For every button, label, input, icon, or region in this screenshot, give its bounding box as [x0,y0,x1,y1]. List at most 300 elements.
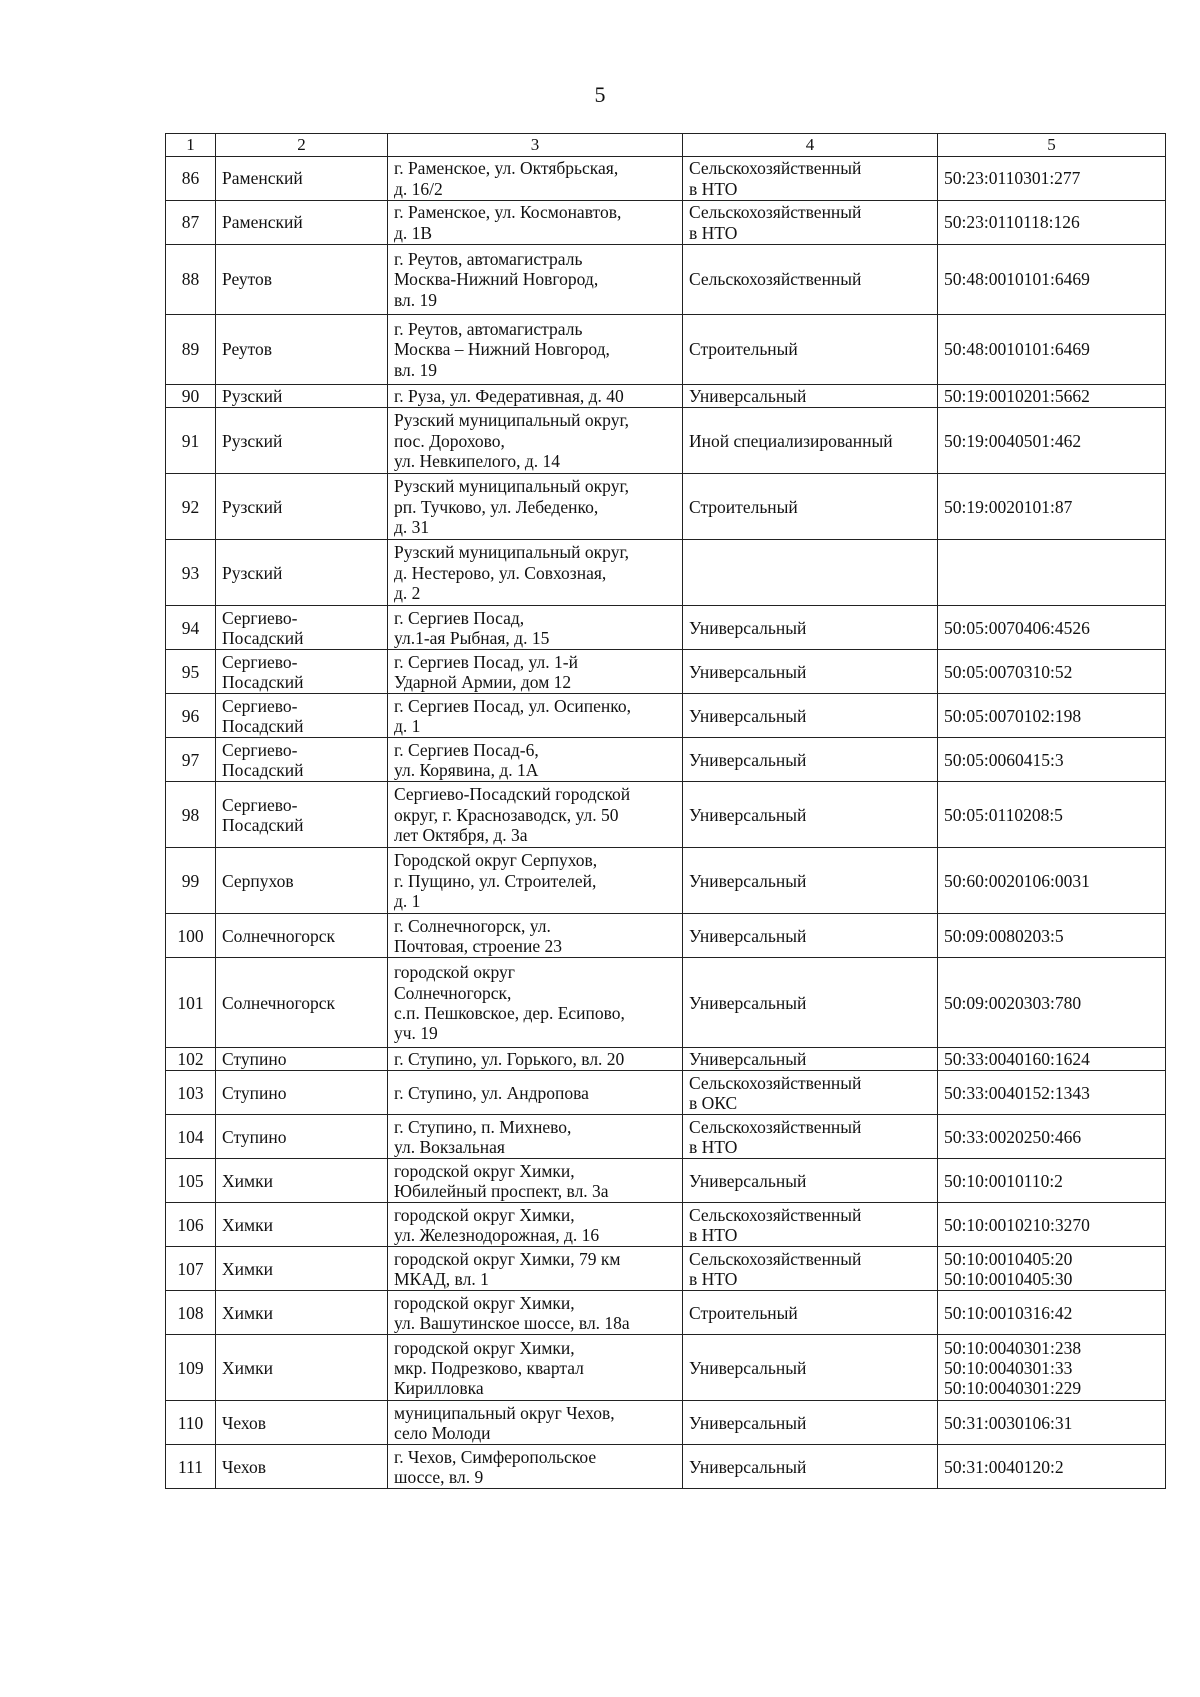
address-cell-line: Рузский муниципальный округ, [394,410,630,431]
address-cell-line: г. Раменское, ул. Октябрьская, [394,158,619,179]
cadastral-number-cell-line: 50:05:0060415:3 [944,749,1064,770]
market-type-cell [683,1071,938,1115]
market-type-cell-line: Универсальный [689,705,807,726]
row-number: 87 [166,201,216,245]
row-number: 107 [166,1247,216,1291]
cadastral-number-cell-line: 50:10:0010110:2 [944,1170,1063,1191]
table-row [166,606,1166,650]
district-cell [216,1335,388,1401]
address-cell-line: Солнечногорск, [394,982,512,1003]
district-cell-line: Сергиево- [222,651,298,672]
cadastral-number-cell [938,606,1166,650]
market-type-cell [683,474,938,540]
table-row [166,1291,1166,1335]
address-cell-line: уч. 19 [394,1022,438,1043]
market-type-cell [683,782,938,848]
table-row [166,1115,1166,1159]
address-cell-line: г. Пущино, ул. Строителей, [394,870,597,891]
cadastral-number-cell-line: 50:48:0010101:6469 [944,269,1090,290]
market-type-cell-line: Универсальный [689,749,807,770]
address-cell [388,245,683,315]
district-cell [216,1048,388,1071]
cadastral-number-cell [938,1291,1166,1335]
row-number: 88 [166,245,216,315]
market-type-cell-line: Универсальный [689,1049,807,1070]
row-number: 98 [166,782,216,848]
row-number: 104 [166,1115,216,1159]
cadastral-number-cell [938,201,1166,245]
address-cell [388,474,683,540]
cadastral-number-cell [938,1203,1166,1247]
address-cell-line: рп. Тучково, ул. Лебеденко, [394,496,599,517]
address-cell-line: г. Чехов, Симферопольское [394,1446,597,1467]
address-cell [388,694,683,738]
cadastral-number-cell-line: 50:10:0010316:42 [944,1302,1073,1323]
district-cell-line: Химки [222,1357,273,1378]
address-cell-line: Кирилловка [394,1377,484,1398]
market-type-cell-line: Строительный [689,1302,798,1323]
cadastral-number-cell [938,694,1166,738]
row-number: 96 [166,694,216,738]
market-type-cell-line: Универсальный [689,870,807,891]
district-cell-line: Химки [222,1214,273,1235]
district-cell-line: Раменский [222,168,303,189]
market-type-cell-line: в ОКС [689,1092,738,1113]
table-row [166,201,1166,245]
district-cell-line: Ступино [222,1082,287,1103]
address-cell-line: г. Сергиев Посад, ул. 1-й [394,651,578,672]
cadastral-number-cell-line: 50:10:0010210:3270 [944,1214,1090,1235]
district-cell-line: Химки [222,1170,273,1191]
cadastral-number-cell [938,540,1166,606]
market-type-cell-line: Сельскохозяйственный [689,1204,862,1225]
column-header: 5 [938,134,1166,157]
district-cell-line: Реутов [222,269,273,290]
cadastral-number-cell [938,385,1166,408]
district-cell [216,1445,388,1489]
market-type-cell [683,1291,938,1335]
district-cell-line: Ступино [222,1126,287,1147]
market-type-cell [683,245,938,315]
district-cell-line: Раменский [222,212,303,233]
district-cell-line: Посадский [222,814,304,835]
address-cell-line: Рузский муниципальный округ, [394,542,630,563]
market-type-cell-line: в НТО [689,178,738,199]
district-cell [216,245,388,315]
district-cell-line: Рузский [222,430,283,451]
address-cell-line: д. Нестерово, ул. Совхозная, [394,562,607,583]
district-cell [216,1247,388,1291]
address-cell-line: г. Ступино, ул. Андропова [394,1082,589,1103]
cadastral-number-cell-line: 50:10:0040301:238 [944,1337,1082,1358]
district-cell-line: Сергиево- [222,739,298,760]
district-cell [216,914,388,958]
address-cell [388,1159,683,1203]
address-cell-line: с.п. Пешковское, дер. Есипово, [394,1002,625,1023]
market-type-cell [683,914,938,958]
address-cell-line: лет Октября, д. 3а [394,824,528,845]
row-number: 102 [166,1048,216,1071]
address-cell-line: г. Сергиев Посад-6, [394,739,539,760]
district-cell [216,315,388,385]
table-row [166,1247,1166,1291]
table-row [166,474,1166,540]
cadastral-number-cell-line: 50:33:0020250:466 [944,1126,1082,1147]
row-number: 108 [166,1291,216,1335]
district-cell-line: Сергиево- [222,607,298,628]
market-type-cell-line: Строительный [689,496,798,517]
market-type-cell-line: в НТО [689,1136,738,1157]
address-cell [388,782,683,848]
market-type-cell [683,848,938,914]
address-cell-line: городской округ Химки, 79 км [394,1248,621,1269]
table-row [166,315,1166,385]
table-row [166,1445,1166,1489]
cadastral-number-cell [938,914,1166,958]
address-cell [388,958,683,1048]
district-cell-line: Сергиево- [222,695,298,716]
address-cell-line: городской округ Химки, [394,1337,575,1358]
address-cell-line: ул. Невкипелого, д. 14 [394,450,561,471]
address-cell-line: Москва – Нижний Новгород, [394,339,610,360]
market-type-cell [683,606,938,650]
district-cell-line: Рузский [222,386,283,406]
table-row [166,958,1166,1048]
address-cell-line: д. 1В [394,222,433,243]
district-cell [216,385,388,408]
cadastral-number-cell [938,245,1166,315]
row-number: 111 [166,1445,216,1489]
address-cell-line: г. Реутов, автомагистраль [394,249,583,270]
market-type-cell-line: Универсальный [689,386,807,406]
table-body [166,134,1166,1489]
row-number: 103 [166,1071,216,1115]
market-type-cell-line: Универсальный [689,1456,807,1477]
cadastral-number-cell [938,315,1166,385]
row-number: 100 [166,914,216,958]
address-cell [388,650,683,694]
market-type-cell-line: Сельскохозяйственный [689,202,862,223]
address-cell-line: г. Ступино, ул. Горького, вл. 20 [394,1049,625,1070]
column-header: 4 [683,134,938,157]
address-cell-line: ул. Корявина, д. 1А [394,759,539,780]
address-cell [388,1071,683,1115]
table-row [166,914,1166,958]
cadastral-number-cell [938,408,1166,474]
address-cell-line: шоссе, вл. 9 [394,1466,484,1487]
cadastral-number-cell-line: 50:10:0040301:33 [944,1357,1073,1378]
address-cell [388,1048,683,1071]
row-number: 86 [166,157,216,201]
address-cell-line: г. Солнечногорск, ул. [394,915,551,936]
address-cell-line: г. Ступино, п. Михнево, [394,1116,572,1137]
table-row [166,848,1166,914]
district-cell-line: Серпухов [222,870,294,891]
district-cell [216,474,388,540]
district-cell-line: Чехов [222,1412,267,1433]
market-type-cell [683,1048,938,1071]
table-row [166,694,1166,738]
district-cell-line: Посадский [222,715,304,736]
district-cell-line: Солнечногорск [222,925,336,946]
address-cell [388,1445,683,1489]
address-cell-line: д. 1 [394,715,421,736]
market-type-cell [683,315,938,385]
data-table [165,133,1166,1489]
district-cell [216,1203,388,1247]
district-cell [216,1071,388,1115]
address-cell-line: мкр. Подрезково, квартал [394,1357,584,1378]
address-cell [388,1203,683,1247]
table-row [166,1401,1166,1445]
cadastral-number-cell-line: 50:10:0010405:30 [944,1268,1073,1289]
cadastral-number-cell [938,1335,1166,1401]
cadastral-number-cell [938,1401,1166,1445]
column-header: 3 [388,134,683,157]
district-cell-line: Ступино [222,1049,287,1070]
address-cell [388,606,683,650]
district-cell-line: Сергиево- [222,794,298,815]
address-cell [388,1247,683,1291]
district-cell [216,201,388,245]
address-cell-line: округ, г. Краснозаводск, ул. 50 [394,804,619,825]
market-type-cell-line: Универсальный [689,1357,807,1378]
market-type-cell-line: Универсальный [689,617,807,638]
cadastral-number-cell-line: 50:31:0040120:2 [944,1456,1064,1477]
cadastral-number-cell [938,157,1166,201]
market-type-cell [683,1247,938,1291]
market-type-cell-line: Иной специализированный [689,430,893,451]
address-cell [388,540,683,606]
district-cell [216,606,388,650]
district-cell [216,650,388,694]
address-cell-line: г. Руза, ул. Федеративная, д. 40 [394,386,624,406]
address-cell-line: г. Сергиев Посад, [394,607,525,628]
market-type-cell-line: Сельскохозяйственный [689,1116,862,1137]
address-cell-line: ул. Вокзальная [394,1136,505,1157]
address-cell-line: Москва-Нижний Новгород, [394,269,599,290]
table-row [166,1203,1166,1247]
address-cell [388,157,683,201]
cadastral-number-cell [938,1071,1166,1115]
market-type-cell-line: Универсальный [689,925,807,946]
address-cell [388,1335,683,1401]
table-row [166,1159,1166,1203]
market-type-cell [683,650,938,694]
district-cell-line: Химки [222,1302,273,1323]
market-type-cell [683,157,938,201]
market-type-cell [683,1445,938,1489]
address-cell-line: д. 1 [394,890,421,911]
address-cell-line: вл. 19 [394,359,438,380]
cadastral-number-cell [938,1048,1166,1071]
market-type-cell-line: Строительный [689,339,798,360]
cadastral-number-cell [938,474,1166,540]
table-header-row [166,134,1166,157]
cadastral-number-cell [938,1247,1166,1291]
market-type-cell-line: в НТО [689,222,738,243]
district-cell-line: Посадский [222,627,304,648]
address-cell-line: муниципальный округ Чехов, [394,1402,615,1423]
market-type-cell [683,1335,938,1401]
row-number: 105 [166,1159,216,1203]
district-cell [216,1291,388,1335]
address-cell-line: г. Сергиев Посад, ул. Осипенко, [394,695,632,716]
cadastral-number-cell-line: 50:23:0110118:126 [944,212,1080,233]
table-row [166,157,1166,201]
address-cell-line: Сергиево-Посадский городской [394,784,631,805]
table-row [166,1335,1166,1401]
address-cell [388,315,683,385]
market-type-cell-line: Универсальный [689,661,807,682]
market-type-cell-line: Сельскохозяйственный [689,1248,862,1269]
market-type-cell [683,201,938,245]
cadastral-number-cell-line: 50:48:0010101:6469 [944,339,1090,360]
cadastral-number-cell-line: 50:33:0040152:1343 [944,1082,1090,1103]
cadastral-number-cell [938,650,1166,694]
address-cell [388,1401,683,1445]
address-cell [388,408,683,474]
cadastral-number-cell [938,958,1166,1048]
cadastral-number-cell-line: 50:09:0020303:780 [944,992,1082,1013]
market-type-cell [683,1203,938,1247]
district-cell-line: Солнечногорск [222,992,336,1013]
district-cell [216,958,388,1048]
district-cell [216,408,388,474]
district-cell-line: Чехов [222,1456,267,1477]
address-cell-line: д. 16/2 [394,178,443,199]
address-cell-line: городской округ [394,962,515,983]
district-cell [216,1159,388,1203]
address-cell-line: ул. Вашутинское шоссе, вл. 18а [394,1312,630,1333]
cadastral-number-cell-line: 50:10:0040301:229 [944,1377,1082,1398]
table-row [166,385,1166,408]
district-cell [216,782,388,848]
address-cell-line: село Молоди [394,1422,491,1443]
row-number: 110 [166,1401,216,1445]
market-type-cell [683,958,938,1048]
district-cell-line: Химки [222,1258,273,1279]
district-cell [216,848,388,914]
cadastral-number-cell [938,1115,1166,1159]
cadastral-number-cell-line: 50:19:0020101:87 [944,496,1073,517]
cadastral-number-cell-line: 50:09:0080203:5 [944,925,1064,946]
district-cell-line: Реутов [222,339,273,360]
cadastral-number-cell-line: 50:05:0070102:198 [944,705,1082,726]
district-cell-line: Рузский [222,496,283,517]
table-row [166,1048,1166,1071]
cadastral-number-cell [938,1445,1166,1489]
cadastral-number-cell-line: 50:05:0110208:5 [944,804,1063,825]
market-type-cell [683,385,938,408]
address-cell [388,1115,683,1159]
row-number: 101 [166,958,216,1048]
row-number: 97 [166,738,216,782]
district-cell [216,738,388,782]
cadastral-number-cell [938,848,1166,914]
address-cell-line: д. 2 [394,582,421,603]
table-row [166,245,1166,315]
row-number: 109 [166,1335,216,1401]
district-cell [216,157,388,201]
page-number: 5 [594,82,606,107]
table-row [166,650,1166,694]
district-cell-line: Рузский [222,562,283,583]
address-cell-line: Городской округ Серпухов, [394,850,598,871]
market-type-cell-line: Сельскохозяйственный [689,269,862,290]
district-cell [216,1115,388,1159]
address-cell-line: д. 31 [394,516,430,537]
address-cell-line: городской округ Химки, [394,1204,575,1225]
district-cell [216,1401,388,1445]
market-type-cell [683,738,938,782]
address-cell-line: г. Раменское, ул. Космонавтов, [394,202,622,223]
market-type-cell-line: Универсальный [689,1412,807,1433]
cadastral-number-cell [938,782,1166,848]
row-number: 106 [166,1203,216,1247]
row-number: 95 [166,650,216,694]
address-cell [388,385,683,408]
address-cell-line: Юбилейный проспект, вл. 3а [394,1180,609,1201]
market-type-cell [683,694,938,738]
cadastral-number-cell [938,1159,1166,1203]
table-row [166,540,1166,606]
cadastral-number-cell-line: 50:60:0020106:0031 [944,870,1090,891]
market-type-cell [683,1159,938,1203]
row-number: 93 [166,540,216,606]
row-number: 91 [166,408,216,474]
market-type-cell [683,1115,938,1159]
address-cell-line: МКАД, вл. 1 [394,1268,489,1289]
table-row [166,408,1166,474]
address-cell-line: Рузский муниципальный округ, [394,476,630,497]
address-cell-line: вл. 19 [394,289,438,310]
address-cell [388,848,683,914]
market-type-cell [683,540,938,606]
table-row [166,1071,1166,1115]
column-header: 2 [216,134,388,157]
address-cell-line: г. Реутов, автомагистраль [394,319,583,340]
cadastral-number-cell-line: 50:31:0030106:31 [944,1412,1073,1433]
table-row [166,782,1166,848]
row-number: 92 [166,474,216,540]
market-type-cell-line: Универсальный [689,804,807,825]
address-cell [388,914,683,958]
address-cell-line: Почтовая, строение 23 [394,935,562,956]
market-type-cell-line: Универсальный [689,1170,807,1191]
address-cell [388,738,683,782]
address-cell [388,201,683,245]
market-type-cell [683,408,938,474]
market-type-cell-line: в НТО [689,1268,738,1289]
market-type-cell-line: Универсальный [689,992,807,1013]
address-cell-line: Ударной Армии, дом 12 [394,671,572,692]
cadastral-number-cell-line: 50:05:0070406:4526 [944,617,1090,638]
market-type-cell-line: Сельскохозяйственный [689,1072,862,1093]
market-type-cell [683,1401,938,1445]
table-row [166,738,1166,782]
cadastral-number-cell-line: 50:23:0110301:277 [944,168,1081,189]
cadastral-number-cell-line: 50:05:0070310:52 [944,661,1073,682]
row-number: 94 [166,606,216,650]
address-cell [388,1291,683,1335]
row-number: 89 [166,315,216,385]
market-type-cell-line: Сельскохозяйственный [689,158,862,179]
district-cell [216,694,388,738]
market-type-cell-line: в НТО [689,1224,738,1245]
row-number: 90 [166,385,216,408]
district-cell-line: Посадский [222,759,304,780]
